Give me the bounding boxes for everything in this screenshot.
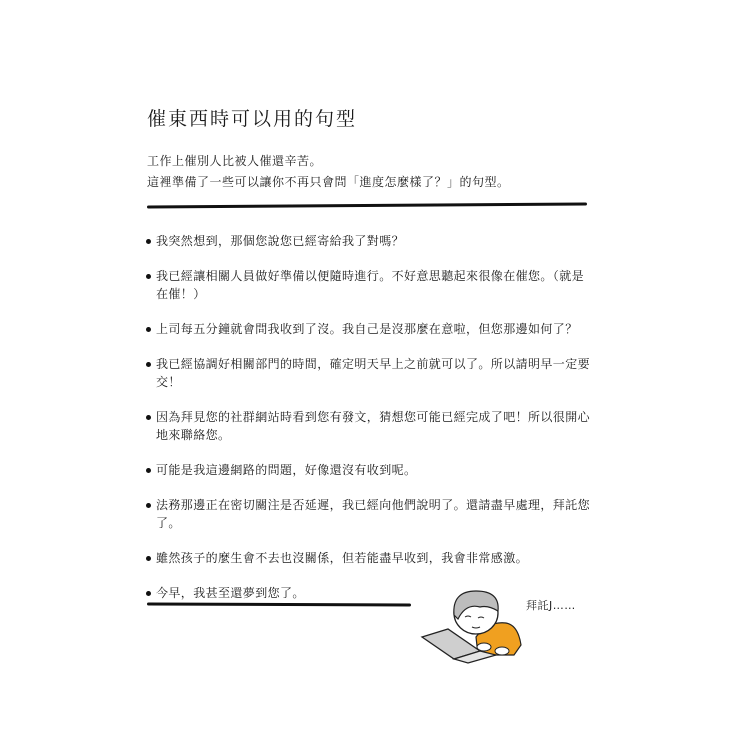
illustration-caption: 拜託J…… (526, 599, 576, 612)
page-title: 催東西時可以用的句型 (147, 108, 358, 130)
list-item: 我突然想到，那個您說您已經寄給我了對嗎？ (144, 232, 594, 250)
list-item: 上司每五分鐘就會問我收到了沒。我自己是沒那麼在意啦，但您那邊如何了？ (144, 320, 594, 338)
sentence-list (144, 232, 594, 602)
top-divider (147, 202, 587, 208)
list-item: 我已經協調好相關部門的時間，確定明天早上之前就可以了。所以請明早一定要交！ (144, 355, 594, 391)
bottom-divider (147, 603, 411, 607)
intro-line-2: 這裡準備了一些可以讓你不再只會問「進度怎麼樣了？」的句型。 (147, 175, 510, 189)
list-item: 我已經讓相關人員做好準備以便隨時進行。不好意思聽起來很像在催您。（就是在催！） (144, 267, 594, 303)
intro-line-1: 工作上催別人比被人催還辛苦。 (147, 154, 323, 168)
list-item: 法務那邊正在密切關注是否延遲，我已經向他們說明了。還請盡早處理，拜託您了。 (144, 496, 594, 532)
intro-text (147, 151, 510, 193)
list-item: 可能是我這邊網路的問題，好像還沒有收到呢。 (144, 461, 594, 479)
list-item: 雖然孩子的麼生會不去也沒關係，但若能盡早收到，我會非常感激。 (144, 549, 594, 567)
list-item: 今早，我甚至還夢到您了。 (144, 584, 594, 602)
list-item: 因為拜見您的社群網站時看到您有發文，猜想您可能已經完成了吧！所以很開心地來聯絡您。 (144, 408, 594, 444)
